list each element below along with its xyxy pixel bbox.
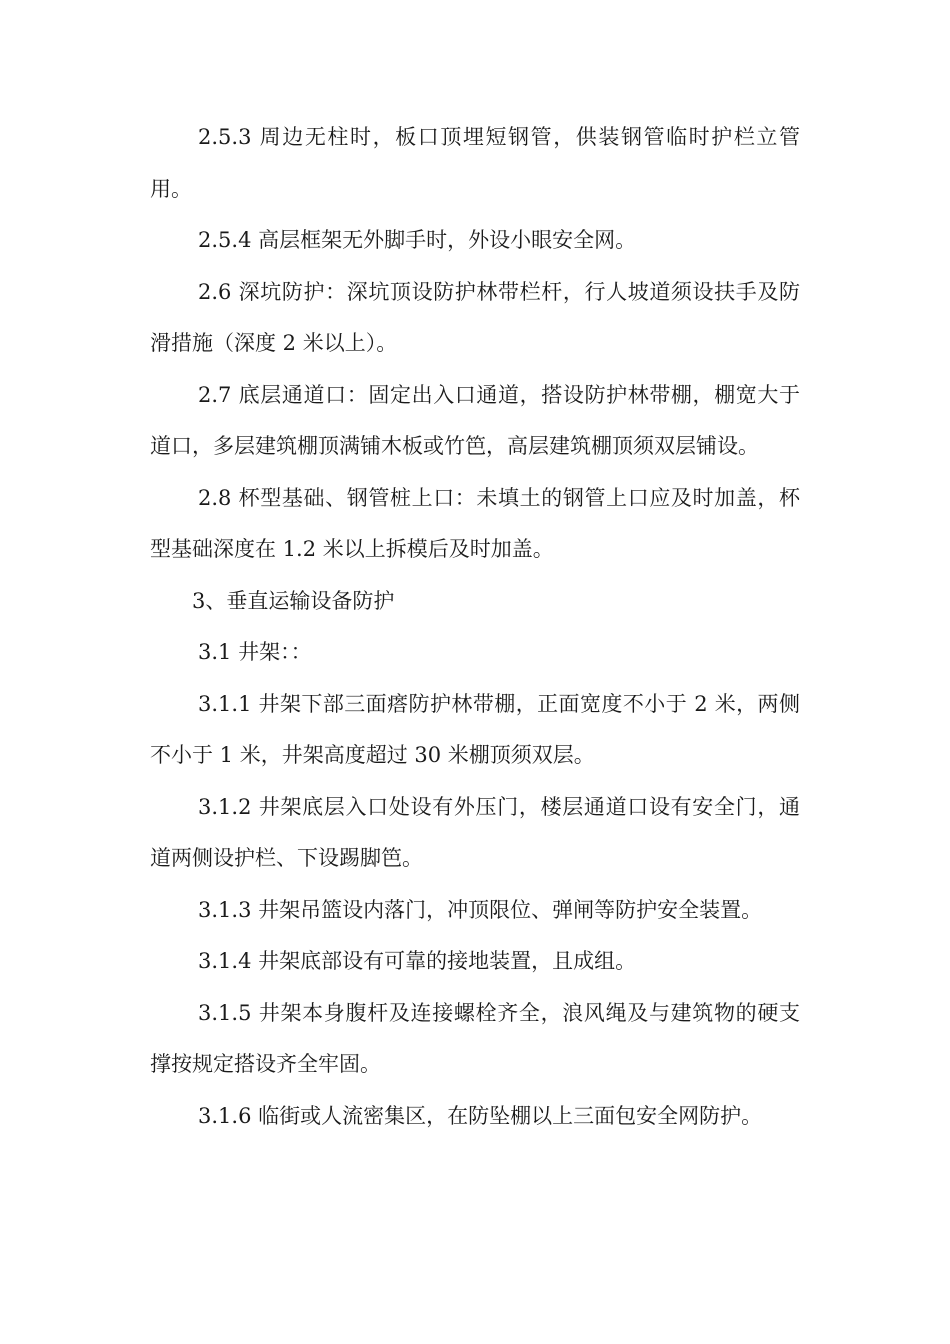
paragraph-3-1-3: 3.1.3 井架吊篮设内落门，冲顶限位、弹闸等防护安全装置。 — [198, 897, 763, 922]
section-heading-3: 3、垂直运输设备防护 — [192, 588, 395, 613]
paragraph-2-6: 2.6 深坑防护：深坑顶设防护林带栏杆，行人坡道须设扶手及防滑措施（深度 2 米以上）。 — [150, 279, 800, 355]
paragraph-3-1-4: 3.1.4 井架底部设有可靠的接地装置，且成组。 — [198, 949, 637, 973]
paragraph-3-1-1: 3.1.1 井架下部三面瘩防护林带棚，正面宽度不小于 2 米，两侧不小于 1 米，井架高度超过 30 米棚顶须双层。 — [150, 691, 800, 767]
paragraph-2-5-4: 2.5.4 高层框架无外脚手时，外设小眼安全网。 — [198, 228, 637, 252]
paragraph-3-1: 3.1 井架：： — [198, 640, 312, 664]
paragraph-3-1-2: 3.1.2 井架底层入口处设有外压门，楼层通道口设有安全门，通道两侧设护栏、下设踢脚笆。 — [150, 794, 800, 870]
paragraph-2-8: 2.8 杯型基础、钢管桩上口：未填土的钢管上口应及时加盖，杯型基础深度在 1.2 米以上拆模后及时加盖。 — [150, 485, 800, 561]
paragraph-2-7: 2.7 底层通道口：固定出入口通道，搭设防护林带棚，棚宽大于道口，多层建筑棚顶满铺木板或竹笆，高层建筑棚顶须双层铺设。 — [150, 382, 800, 458]
paragraph-3-1-6: 3.1.6 临街或人流密集区，在防坠棚以上三面包安全网防护。 — [198, 1103, 763, 1128]
paragraph-3-1-5: 3.1.5 井架本身腹杆及连接螺栓齐全，浪风绳及与建筑物的硬支撑按规定搭设齐全牢固。 — [150, 1000, 800, 1076]
document-body — [150, 112, 800, 1142]
paragraph-2-5-3: 2.5.3 周边无柱时，板口顶埋短钢管，供装钢管临时护栏立管用。 — [150, 125, 800, 201]
